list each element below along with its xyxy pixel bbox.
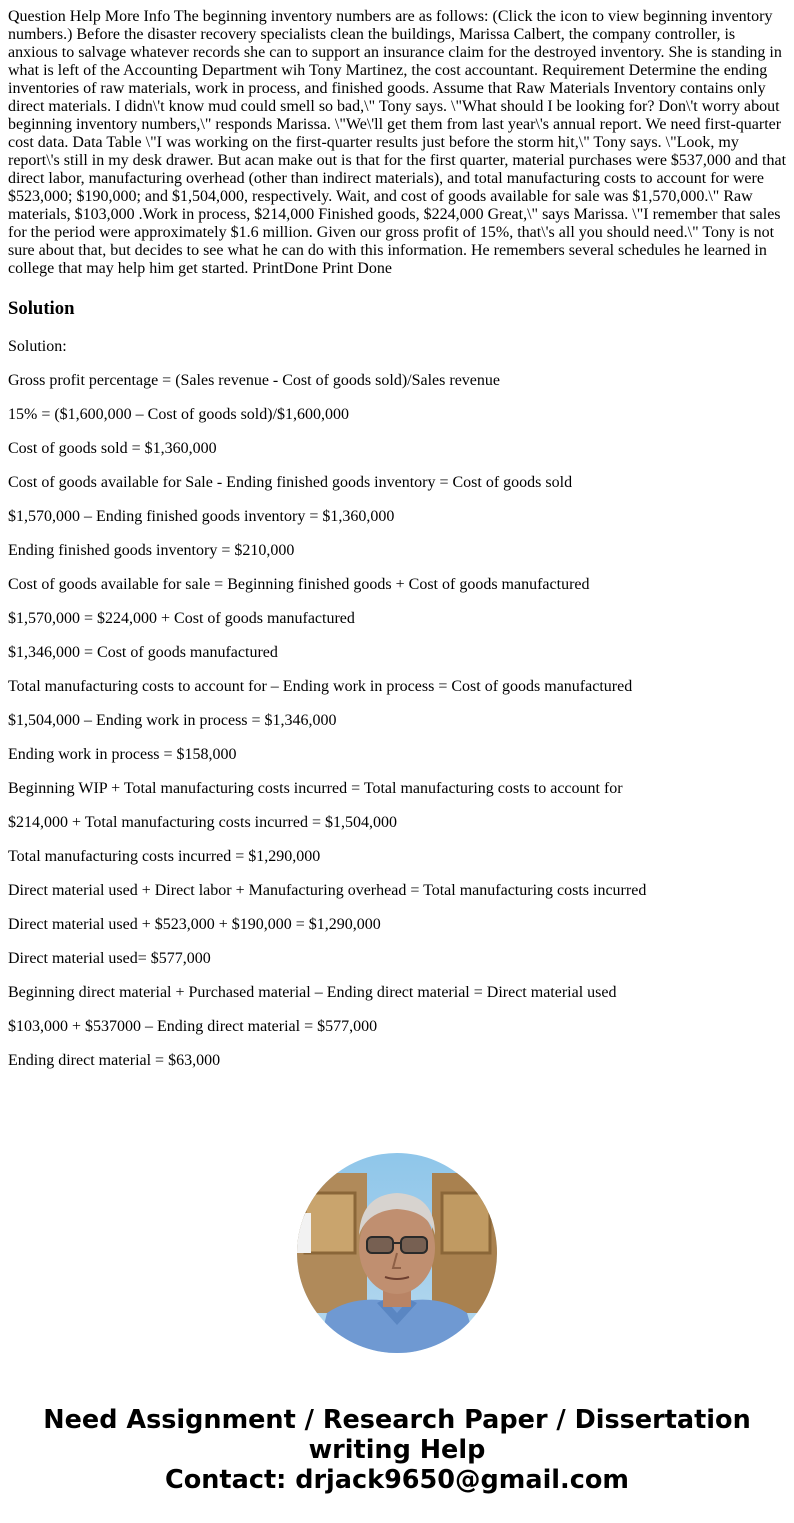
promo-banner [0,1405,794,1495]
solution-step: $214,000 + Total manufacturing costs incurred = $1,504,000 [8,814,398,831]
solution-step: $103,000 + $537000 – Ending direct material = $577,000 [8,1018,378,1035]
solution-step: Ending work in process = $158,000 [8,746,237,763]
solution-step: 15% = ($1,600,000 – Cost of goods sold)/$1,600,000 [8,406,350,423]
document-body [8,8,786,1070]
question-text: Question Help More Info The beginning inventory numbers are as follows: (Click the icon to view beginning inventory numbers.) Before the disaster recovery specialists clean the buildings, Marissa Calbert, the company controller, is anxious to salvage whatever records she can to support an insurance claim for the destroyed inventory. She is standing in what is left of the Accounting Department wih Tony Martinez, the cost accountant. Requirement Determine the ending inventories of raw materials, work in process, and finished goods. Assume that Raw Materials Inventory contains only direct materials. I didn\'t know mud could smell so bad,\" Tony says. \"What should I be looking for? Don\'t worry about beginning inventory numbers,\" responds Marissa. \"We\'ll get them from last year\'s annual report. We need first-quarter cost data. Data Table \"I was working on the first-quarter results just before the storm hit,\" Tony says. \"Look, my report\'s still in my desk drawer. But acan make out is that for the first quarter, material purchases were $537,000 and that direct labor, manufacturing overhead (other than indirect materials), and total manufacturing costs to account for were $523,000; $190,000; and $1,504,000, respectively. Wait, and cost of goods available for sale was $1,570,000.\" Raw materials, $103,000 .Work in process, $214,000 Finished goods, $224,000 Great,\" says Marissa. \"I remember that sales for the period were approximately $1.6 million. Given our gross profit of 15%, that\'s all you should need.\" Tony is not sure about that, but decides to see what he can do with this information. He remembers several schedules he learned in college that may help him get started. PrintDone Print Done [8,8,787,277]
promo-line: writing Help [308,1435,486,1465]
solution-step: $1,504,000 – Ending work in process = $1,346,000 [8,712,337,729]
solution-step: Cost of goods sold = $1,360,000 [8,440,217,457]
solution-step: $1,570,000 – Ending finished goods inventory = $1,360,000 [8,508,395,525]
solution-heading: Solution [8,298,75,319]
solution-step: Total manufacturing costs incurred = $1,290,000 [8,848,321,865]
solution-step: $1,346,000 = Cost of goods manufactured [8,644,278,661]
solution-step: Direct material used + $523,000 + $190,000 = $1,290,000 [8,916,381,933]
solution-step: Total manufacturing costs to account for – Ending work in process = Cost of goods manufactured [8,678,633,695]
solution-step: $1,570,000 = $224,000 + Cost of goods manufactured [8,610,355,627]
solution-step: Solution: [8,338,67,355]
solution-step: Ending finished goods inventory = $210,000 [8,542,295,559]
solution-step: Cost of goods available for sale = Beginning finished goods + Cost of goods manufactured [8,576,590,593]
solution-step: Direct material used + Direct labor + Manufacturing overhead = Total manufacturing costs incurred [8,882,647,899]
solution-steps [8,338,786,1070]
solution-step: Direct material used= $577,000 [8,950,211,967]
solution-step: Cost of goods available for Sale - Ending finished goods inventory = Cost of goods sold [8,474,573,491]
author-photo-illustration [297,1153,497,1353]
promo-line: Need Assignment / Research Paper / Dissertation [43,1405,751,1435]
author-photo [297,1153,497,1353]
solution-step: Beginning direct material + Purchased material – Ending direct material = Direct material used [8,984,617,1001]
solution-step: Gross profit percentage = (Sales revenue - Cost of goods sold)/Sales revenue [8,372,500,389]
solution-step: Beginning WIP + Total manufacturing costs incurred = Total manufacturing costs to account for [8,780,623,797]
promo-contact: Contact: drjack9650@gmail.com [165,1465,629,1495]
solution-step: Ending direct material = $63,000 [8,1052,221,1069]
